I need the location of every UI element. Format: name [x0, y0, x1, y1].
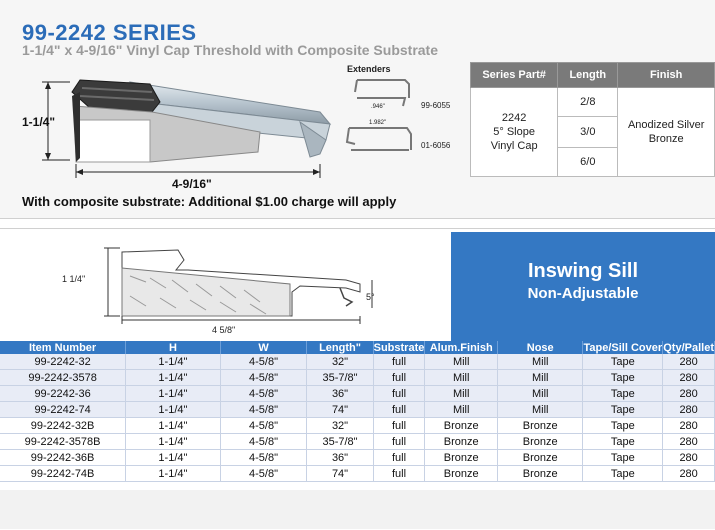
table-cell: 99-2242-3578B [0, 434, 126, 450]
items-table [0, 341, 715, 482]
extender-2-part: 01-6056 [421, 141, 451, 150]
table-cell: Mill [498, 354, 583, 370]
table-cell: 99-2242-74 [0, 402, 126, 418]
spec-length-1: 2/8 [558, 88, 618, 117]
spec-length-3: 6/0 [558, 148, 618, 177]
spec-length-2: 3/0 [558, 117, 618, 148]
series-part-slope: 5° Slope [493, 126, 535, 138]
table-row [0, 466, 715, 482]
table-cell: 280 [663, 402, 715, 418]
inswing-sill-title: Inswing Sill [527, 260, 638, 282]
extender-1-dim: .946" [371, 104, 385, 110]
table-cell: 1-1/4" [126, 466, 220, 482]
table-cell: Mill [498, 386, 583, 402]
table-cell: full [373, 386, 425, 402]
table-cell: 35-7/8" [307, 370, 373, 386]
table-cell: 280 [663, 370, 715, 386]
series-spec-table [470, 62, 715, 177]
table-cell: full [373, 450, 425, 466]
bottom-strip [0, 490, 715, 529]
table-cell: Mill [425, 354, 498, 370]
table-cell: 4-5/8" [220, 386, 307, 402]
col-tape: Tape/Sill Cover [583, 341, 663, 354]
table-cell: Tape [583, 466, 663, 482]
table-row [0, 354, 715, 370]
finish-bronze: Bronze [648, 133, 684, 145]
threshold-drawing [20, 62, 350, 192]
table-row [0, 450, 715, 466]
table-cell: 32" [307, 354, 373, 370]
inswing-sill-panel [451, 232, 715, 342]
table-cell: full [373, 370, 425, 386]
table-cell: Tape [583, 418, 663, 434]
table-cell: 1-1/4" [126, 450, 220, 466]
series-part-cap: Vinyl Cap [490, 140, 538, 152]
table-cell: Bronze [498, 450, 583, 466]
table-cell: 99-2242-74B [0, 466, 126, 482]
table-cell: full [373, 354, 425, 370]
table-cell: 99-2242-32 [0, 354, 126, 370]
table-cell: Tape [583, 434, 663, 450]
substrate-charge-note: With composite substrate: Additional $1.00 charge will apply [22, 194, 397, 209]
table-cell: Mill [498, 402, 583, 418]
table-cell: 74" [307, 466, 373, 482]
table-row [0, 434, 715, 450]
table-cell: 4-5/8" [220, 370, 307, 386]
table-cell: Tape [583, 450, 663, 466]
table-cell: Mill [425, 386, 498, 402]
table-cell: 99-2242-36B [0, 450, 126, 466]
table-cell: Tape [583, 386, 663, 402]
table-cell: Bronze [425, 450, 498, 466]
table-cell: 1-1/4" [126, 418, 220, 434]
table-cell: 1-1/4" [126, 370, 220, 386]
table-cell: 1-1/4" [126, 434, 220, 450]
sill-height-label: 1 1/4" [62, 274, 86, 284]
table-row [0, 386, 715, 402]
table-cell: Tape [583, 402, 663, 418]
col-w: W [220, 341, 307, 354]
series-part-number: 2242 [501, 112, 527, 124]
table-cell: Tape [583, 354, 663, 370]
table-cell: 4-5/8" [220, 402, 307, 418]
spec-header-finish: Finish [618, 63, 715, 88]
table-cell: 99-2242-32B [0, 418, 126, 434]
spec-finish-cell [618, 88, 715, 177]
table-cell: 280 [663, 386, 715, 402]
table-cell: 280 [663, 434, 715, 450]
table-cell: 36" [307, 450, 373, 466]
table-cell: Bronze [498, 466, 583, 482]
table-cell: 4-5/8" [220, 466, 307, 482]
col-alum-finish: Alum.Finish [425, 341, 498, 354]
col-qty: Qty/Pallet [663, 341, 714, 354]
col-h: H [126, 341, 220, 354]
table-row [0, 402, 715, 418]
width-dimension-label: 4-9/16" [172, 177, 212, 191]
table-cell: 1-1/4" [126, 354, 220, 370]
col-item-number: Item Number [0, 341, 126, 354]
table-cell: 99-2242-3578 [0, 370, 126, 386]
finish-silver: Anodized Silver [627, 119, 705, 131]
table-cell: 280 [663, 450, 715, 466]
table-cell: full [373, 466, 425, 482]
table-cell: 35-7/8" [307, 434, 373, 450]
table-row [0, 418, 715, 434]
table-cell: full [373, 418, 425, 434]
table-cell: 1-1/4" [126, 386, 220, 402]
table-cell: 36" [307, 386, 373, 402]
extender-1-part: 99-6055 [421, 101, 451, 110]
table-cell: 99-2242-36 [0, 386, 126, 402]
table-cell: Mill [498, 370, 583, 386]
table-cell: 74" [307, 402, 373, 418]
table-cell: 280 [663, 418, 715, 434]
height-dimension-label: 1-1/4" [22, 115, 56, 129]
table-cell: 1-1/4" [126, 402, 220, 418]
table-cell: Mill [425, 370, 498, 386]
table-cell: 4-5/8" [220, 434, 307, 450]
extender-2-dim: 1.982" [369, 120, 387, 126]
table-cell: 4-5/8" [220, 354, 307, 370]
table-row [0, 370, 715, 386]
inswing-sill-subtitle: Non-Adjustable [527, 285, 639, 302]
sill-cross-section-drawing [60, 236, 390, 326]
table-cell: 4-5/8" [220, 418, 307, 434]
table-cell: 32" [307, 418, 373, 434]
table-cell: Bronze [425, 418, 498, 434]
table-cell: 4-5/8" [220, 450, 307, 466]
extenders-title: Extenders [347, 64, 391, 74]
series-subtitle: 1-1/4" x 4-9/16" Vinyl Cap Threshold with Composite Substrate [22, 42, 439, 58]
table-cell: Tape [583, 370, 663, 386]
table-cell: 280 [663, 354, 715, 370]
col-length: Length" [307, 341, 373, 354]
series-title: 99-2242 SERIES [22, 20, 197, 45]
table-cell: full [373, 402, 425, 418]
table-cell: full [373, 434, 425, 450]
extenders-drawing [335, 62, 465, 162]
table-cell: Bronze [425, 466, 498, 482]
table-cell: Bronze [498, 418, 583, 434]
spec-header-series: Series Part# [471, 63, 558, 88]
table-cell: Bronze [498, 434, 583, 450]
spec-series-cell [471, 88, 558, 177]
table-cell: Mill [425, 402, 498, 418]
sill-width-label: 4 5/8" [212, 325, 236, 335]
col-substrate: Substrate [373, 341, 425, 354]
spec-header-length: Length [558, 63, 618, 88]
col-nose: Nose [498, 341, 583, 354]
table-cell: 280 [663, 466, 715, 482]
table-cell: Bronze [425, 434, 498, 450]
sill-slope-label: 5° [366, 292, 375, 302]
